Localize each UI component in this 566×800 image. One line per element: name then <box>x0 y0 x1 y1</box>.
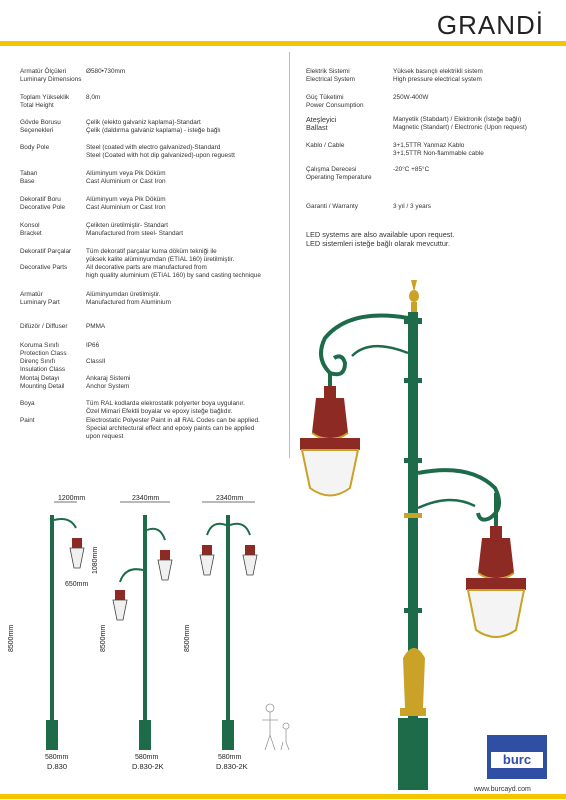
footer-url[interactable]: www.burcayd.com <box>474 786 531 793</box>
spec-label: Difüzör / Diffuser <box>20 323 68 330</box>
spec-label: Koruma Sınıfı Protection Class <box>20 342 67 357</box>
spec-label: Armatür Luminary Part <box>20 291 60 306</box>
spec-value: Steel (coated with electro galvanized)-Standard Steel (Coated with hot dip galvanized)-upon reguestt <box>86 144 235 159</box>
spec-value: 8,0m <box>86 94 101 101</box>
spec-value: Tüm RAL kodlarda elekrostatik polyerter boya uygulanır. Özel Mimari Efektli boyalar ve epoxy isteğe bağlıdır. <box>86 400 245 415</box>
spec-value: Alüminyum veya Pik Döküm Cast Aluminium or Cast Iron <box>86 170 166 185</box>
spec-value: Çelikten üretilmiştir- Standart Manufactured from steel- Standart <box>86 222 183 237</box>
spec-value: Alüminyum veya Pik Döküm Cast Aluminium or Cast Iron <box>86 196 166 211</box>
spec-value: Çelik (elekto galvaniz kaplama)-Standart Çelik (daldırma galvaniz kaplama) - isteğe bağlı <box>86 119 221 134</box>
spec-label: Dekoratif Parçalar <box>20 248 72 255</box>
spec-label: Güç Tüketimi Power Consumption <box>306 94 364 109</box>
model-code-3: D.830-2K <box>216 762 248 771</box>
model-code-2: D.830-2K <box>132 762 164 771</box>
spec-value: 3+1,5TTR Yanmaz Kablo 3+1,5TTR Non-flammable cable <box>393 142 484 157</box>
technical-drawings <box>0 490 300 780</box>
spec-value: 250W-400W <box>393 94 429 101</box>
dim-base-1: 580mm <box>45 754 69 761</box>
dim-height-1: 8500mm <box>8 624 15 652</box>
spec-label: Gövde Borusu Seçenekleri <box>20 119 61 134</box>
spec-value: Ø580•730mm <box>86 68 126 75</box>
spec-value: 3 yıl / 3 years <box>393 203 432 210</box>
spec-label: Taban Base <box>20 170 38 185</box>
lamp-right-hood <box>478 538 514 578</box>
brand-logo-text: burc <box>491 752 543 768</box>
spec-label: Paint <box>20 417 35 424</box>
spec-value: Yüksek basınçlı elektrikli sistem High pressure electrical system <box>393 68 483 83</box>
lower-arm <box>418 470 499 520</box>
spec-value: Tüm dekoratif parçalar kuma döküm tekniği ile yüksek kalite alüminyumdan (ETIAL 160) üretilmiştir. <box>86 248 235 263</box>
spec-label: Dekoratif Boru Decorative Pole <box>20 196 66 211</box>
upper-arm <box>321 316 408 375</box>
spec-label: Montaj Detayı Mounting Detail <box>20 375 65 390</box>
spec-value: All decorative parts are manufactured from high quality aluminium (ETIAL 160) by sand casting technique <box>86 264 261 279</box>
spec-value: PMMA <box>86 323 106 330</box>
dim-base-3: 580mm <box>218 754 242 761</box>
dim-lamp-width: 650mm <box>65 581 89 588</box>
brand-logo <box>487 735 547 779</box>
spec-label: Body Pole <box>20 144 50 151</box>
top-accent-line <box>0 41 566 46</box>
spec-value: Ankaraj Sistemi Anchor System <box>86 375 131 390</box>
spec-label: Armatür Ölçüleri Luminary Dimensions <box>20 68 82 83</box>
dim-width-2: 2340mm <box>132 495 160 502</box>
lamp-left-hood <box>312 398 348 438</box>
lamp-illustration <box>290 278 566 790</box>
model-code-1: D.830 <box>47 762 68 771</box>
spec-label: Kablo / Cable <box>306 142 345 149</box>
dim-lamp-height: 1080mm <box>92 546 99 574</box>
spec-label: Direnç Sınıfı Insulation Class <box>20 358 66 373</box>
spec-label: Garanti / Warranty <box>306 203 358 210</box>
page-title: GRANDİ <box>436 10 544 40</box>
dim-height-2: 8500mm <box>100 624 107 652</box>
drawing-d830-2k-a <box>113 502 172 750</box>
spec-label: Ateşleyici Ballast <box>306 115 337 132</box>
spec-label: Boya <box>20 400 35 407</box>
dim-base-2: 580mm <box>135 754 159 761</box>
dim-width-1: 1200mm <box>58 495 86 502</box>
led-note: LED systems are also available upon request. LED sistemleri isteğe bağlı olarak mevcuttur. <box>306 230 455 248</box>
drawing-d830 <box>46 502 84 750</box>
dim-height-3: 8500mm <box>184 624 191 652</box>
spec-value: Electrostatic Polyester Paint in all RAL Codes can be applied. Special architectural effect and epoxy paints can be applied upon request <box>86 417 260 440</box>
human-silhouette <box>262 704 289 750</box>
spec-label: Toplam Yükseklik Total Height <box>20 94 70 109</box>
spec-value: Manyetik (Stabdart) / Elektronik (İsteğe bağlı) Magnetic (Standart) / Electronic (Upon request) <box>393 116 527 131</box>
spec-label: Çalışma Derecesi Operating Temperature <box>306 166 372 181</box>
bottom-accent-line <box>0 794 566 799</box>
dim-width-3: 2340mm <box>216 495 244 502</box>
spec-value: -20°C +85°C <box>393 166 430 173</box>
spec-value: IP66 <box>86 342 100 349</box>
spec-value: Alüminyumdan üretilmiştir. Manufactured from Aluminium <box>86 291 171 306</box>
spec-label: Elektrik Sistemi Electrical System <box>306 68 356 83</box>
spec-label: Decorative Parts <box>20 264 68 271</box>
drawing-d830-2k-b <box>200 502 257 750</box>
spec-label: Konsol Bracket <box>20 222 42 237</box>
spec-value: ClassII <box>86 358 106 365</box>
